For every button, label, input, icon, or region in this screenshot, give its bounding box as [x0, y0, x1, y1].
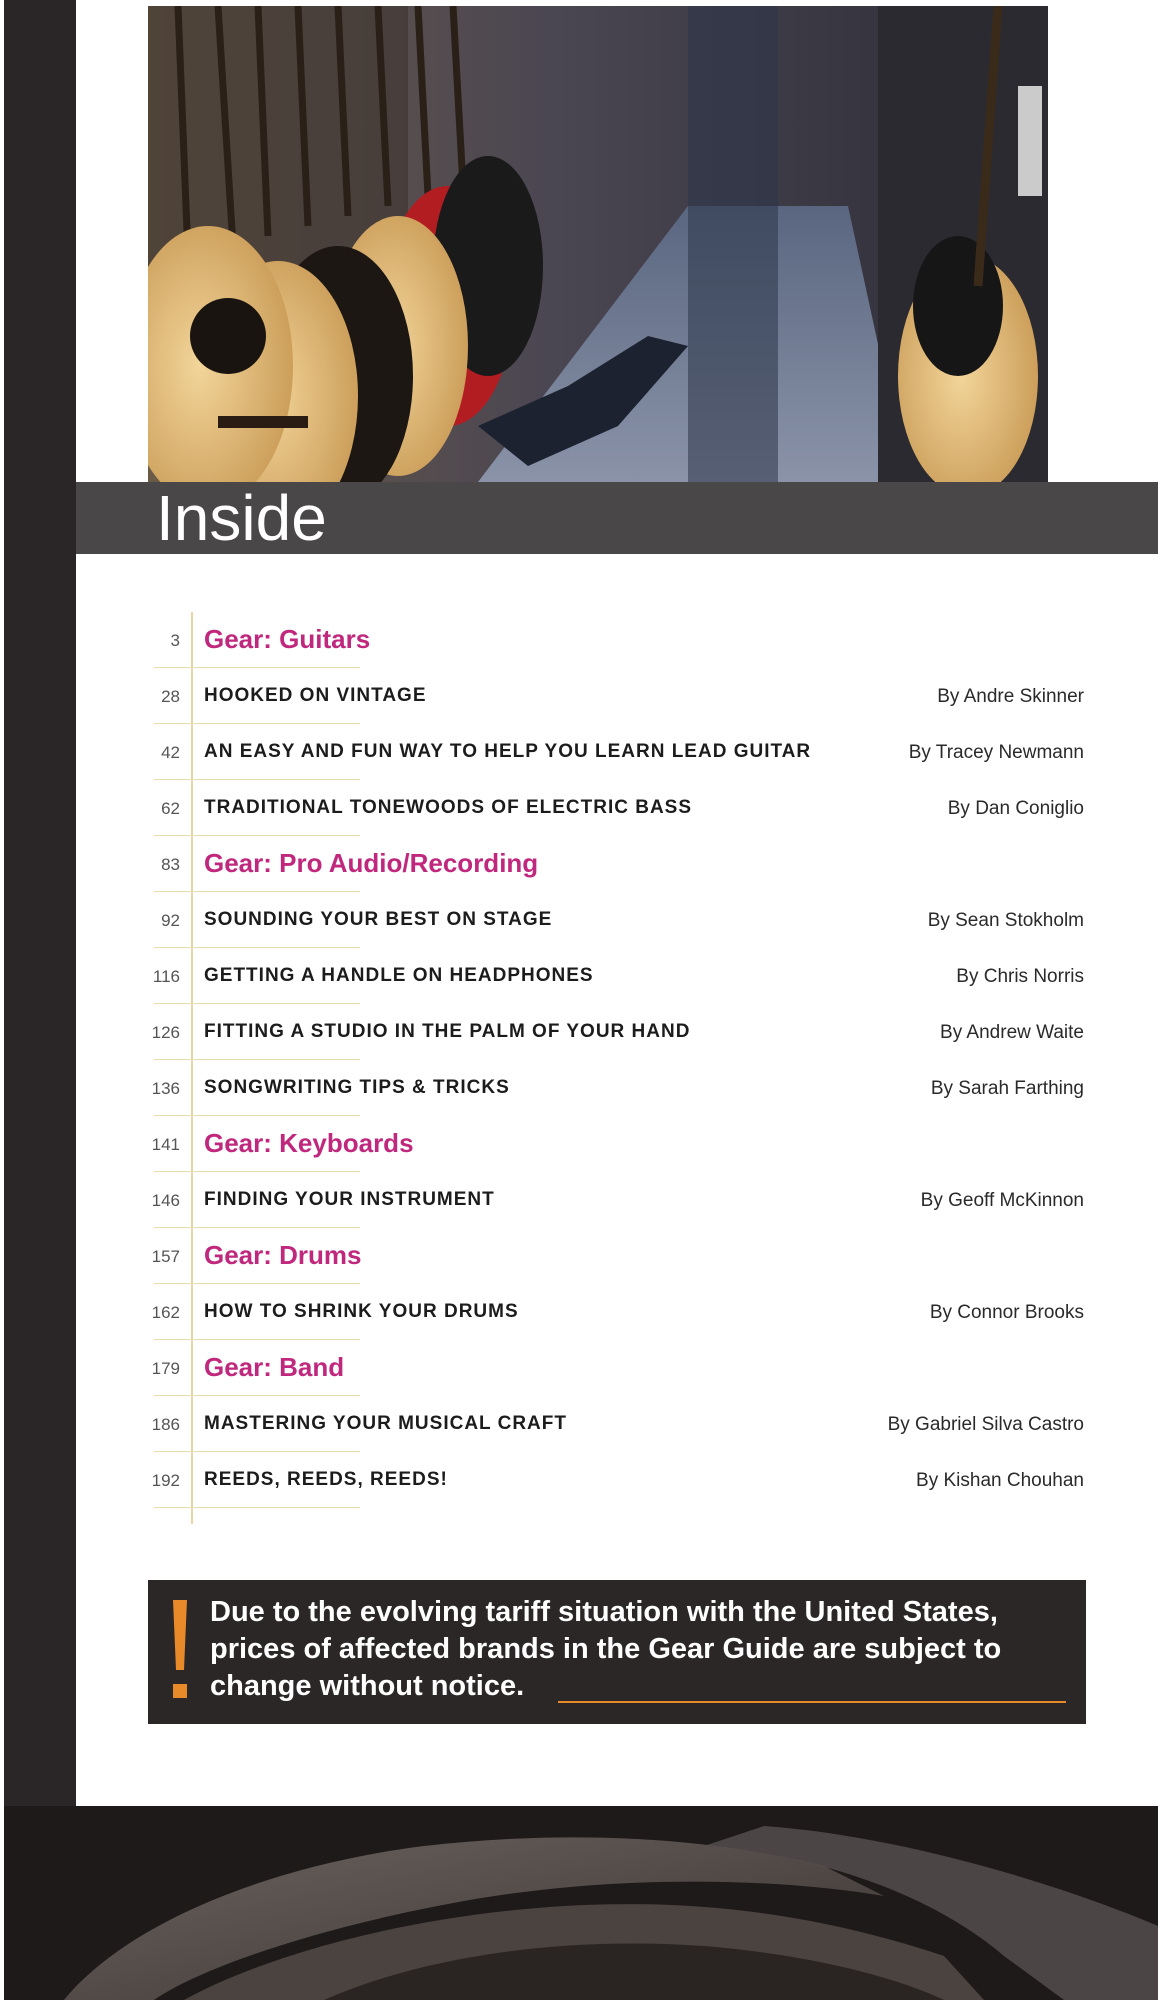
toc-entry[interactable] — [148, 948, 1084, 1004]
toc-author: By Kishan Chouhan — [916, 1470, 1084, 1491]
toc-page-number: 186 — [151, 1415, 180, 1434]
toc-author: By Tracey Newmann — [908, 742, 1084, 763]
table-of-contents — [148, 612, 1084, 1508]
toc-page-number: 192 — [151, 1471, 180, 1490]
toc-article-title: HOW TO SHRINK YOUR DRUMS — [204, 1301, 519, 1322]
tariff-notice — [148, 1580, 1086, 1724]
exclamation-icon — [170, 1600, 190, 1704]
toc-page-number: 116 — [152, 967, 180, 986]
toc-page-number: 126 — [151, 1023, 180, 1042]
left-dark-bar — [4, 0, 76, 2000]
toc-article-title: AN EASY AND FUN WAY TO HELP YOU LEARN LEAD GUITAR — [204, 741, 812, 762]
toc-page-number: 3 — [170, 631, 180, 650]
toc-section-title: Gear: Guitars — [204, 624, 371, 654]
toc-author: By Connor Brooks — [929, 1302, 1084, 1323]
toc-entry[interactable] — [148, 1396, 1084, 1452]
toc-entry[interactable] — [148, 668, 1084, 724]
toc-page-number: 157 — [151, 1247, 180, 1266]
toc-page-number: 146 — [151, 1191, 180, 1210]
toc-row-separator — [154, 1507, 360, 1508]
toc-entry[interactable] — [148, 1452, 1084, 1508]
toc-author: By Andrew Waite — [940, 1022, 1084, 1043]
toc-article-title: SOUNDING YOUR BEST ON STAGE — [204, 909, 553, 930]
toc-author: By Dan Coniglio — [947, 798, 1084, 819]
toc-entry[interactable] — [148, 1284, 1084, 1340]
toc-section-heading[interactable] — [148, 1340, 1084, 1396]
notice-text: Due to the evolving tariff situation with the United States, prices of affected brands in the Gear Guide are subject to change without notice. — [210, 1596, 1002, 1702]
toc-section-heading[interactable] — [148, 1228, 1084, 1284]
toc-author: By Geoff McKinnon — [920, 1190, 1084, 1211]
toc-article-title: FINDING YOUR INSTRUMENT — [204, 1189, 495, 1210]
bottom-photo-strip — [4, 1806, 1158, 2000]
toc-entry[interactable] — [148, 892, 1084, 948]
guitar-store-photo — [148, 6, 1048, 482]
toc-article-title: REEDS, REEDS, REEDS! — [204, 1469, 448, 1490]
toc-section-heading[interactable] — [148, 612, 1084, 668]
toc-section-title: Gear: Band — [204, 1352, 345, 1382]
toc-page-number: 179 — [151, 1359, 180, 1378]
toc-page-number: 141 — [151, 1135, 180, 1154]
toc-article-title: HOOKED ON VINTAGE — [204, 685, 427, 706]
toc-page-number: 28 — [161, 687, 180, 706]
toc-section-heading[interactable] — [148, 1116, 1084, 1172]
toc-section-heading[interactable] — [148, 836, 1084, 892]
toc-article-title: MASTERING YOUR MUSICAL CRAFT — [204, 1413, 567, 1434]
toc-entry[interactable] — [148, 1172, 1084, 1228]
toc-author: By Andre Skinner — [937, 686, 1084, 707]
page-title: Inside — [156, 482, 327, 554]
toc-entry[interactable] — [148, 1060, 1084, 1116]
toc-author: By Chris Norris — [956, 966, 1084, 987]
toc-page-number: 83 — [161, 855, 180, 874]
toc-article-title: GETTING A HANDLE ON HEADPHONES — [204, 965, 594, 986]
toc-section-title: Gear: Pro Audio/Recording — [204, 848, 539, 878]
toc-entry[interactable] — [148, 1004, 1084, 1060]
toc-author: By Sarah Farthing — [930, 1078, 1084, 1099]
toc-section-title: Gear: Drums — [204, 1240, 362, 1270]
toc-author: By Sean Stokholm — [927, 910, 1084, 931]
toc-section-title: Gear: Keyboards — [204, 1128, 414, 1158]
toc-page-number: 42 — [161, 743, 180, 762]
toc-page-number: 162 — [151, 1303, 180, 1322]
toc-page-number: 62 — [161, 799, 180, 818]
toc-article-title: TRADITIONAL TONEWOODS OF ELECTRIC BASS — [204, 797, 693, 818]
toc-page-number: 136 — [151, 1079, 180, 1098]
inside-header-band — [76, 482, 1158, 554]
notice-underline — [558, 1701, 1066, 1703]
toc-author: By Gabriel Silva Castro — [887, 1414, 1084, 1435]
toc-entry[interactable] — [148, 780, 1084, 836]
toc-article-title: SONGWRITING TIPS & TRICKS — [204, 1077, 510, 1098]
toc-entry[interactable] — [148, 724, 1084, 780]
toc-page-number: 92 — [161, 911, 180, 930]
toc-article-title: FITTING A STUDIO IN THE PALM OF YOUR HAND — [204, 1021, 691, 1042]
